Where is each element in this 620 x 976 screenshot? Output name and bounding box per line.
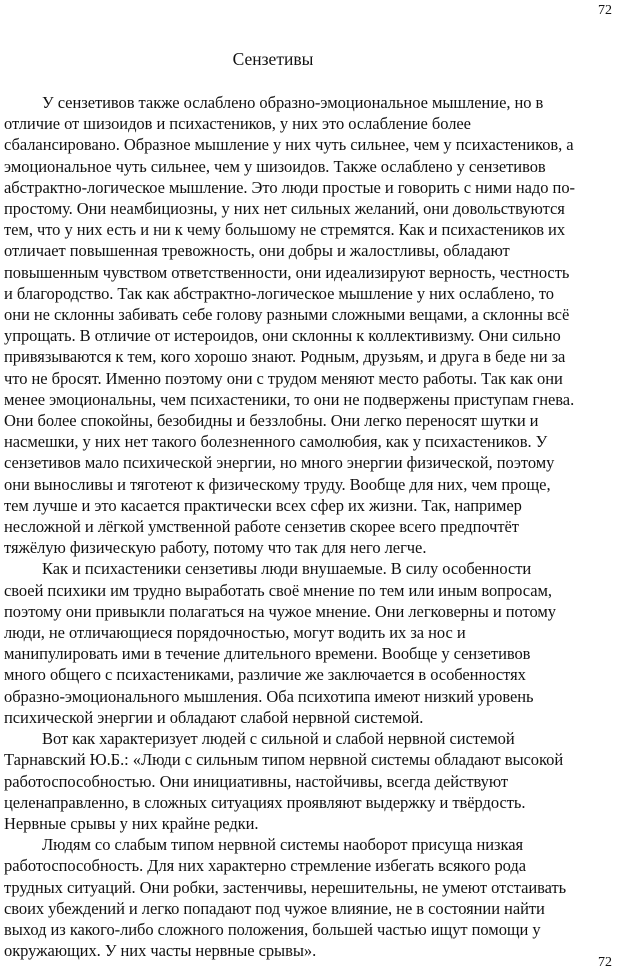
paragraph-2: Как и психастеники сензетивы люди внушаемые. В силу особенности своей психики им трудно выработать своё мнение по тем или иным вопросам, поэтому они привыкли полагаться на чужое мнение. Они легковерны и потому люди, не отличающиеся порядочностью, могут водить их за нос и манипулировать ими в течение длительного времени. Вообще у сензетивов много общего с психастениками, различие же заключается в особенностях образно-эмоционального мышления. Оба психотипа имеют низкий уровень психической энергии и обладают слабой нервной системой. <box>4 559 556 727</box>
paragraph-3: Вот как характеризует людей с сильной и слабой нервной системой Тарнавский Ю.Б.: «Люди с сильным типом нервной системы обладают высокой работоспособностью. Они инициативны, настойчивы, всегда действуют целенаправленно, в сложных ситуациях проявляют выдержку и твёрдость. Нервные срывы у них крайне редки. <box>4 729 564 833</box>
paragraph-4: Людям со слабым типом нервной системы наоборот присуща низкая работоспособность. Для них характерно стремление избегать всякого рода трудных ситуаций. Они робки, застенчивы, нерешительны, не умеют отстаивать своих убеждений и легко попадают под чужое влияние, не в состоянии найти выход из какого-либо сложного положения, большей частью ищут помощи у окружающих. У них часты нервные срывы». <box>4 835 567 961</box>
page-number-top: 72 <box>598 3 612 18</box>
body-text <box>4 92 612 961</box>
page-number-bottom: 72 <box>598 955 612 970</box>
paragraph-1: У сензетивов также ослаблено образно-эмоциональное мышление, но в отличие от шизоидов и психастеников, у них это ослабление более сбалансировано. Образное мышление у них чуть сильнее, чем у психастеников, а эмоциональное чуть сильнее, чем у шизоидов. Также ослаблено у сензетивов абстрактно-логическое мышление. Это люди простые и говорить с ними надо по- простому. Они неамбициозны, у них нет сильных желаний, они довольствуются тем, что у них есть и ни к чему большому не стремятся. Как и психастеников их отличает повышенная тревожность, они добры и жалостливы, обладают повышенным чувством ответственности, они идеализируют верность, честность и благородство. Так как абстрактно-логическое мышление у них ослаблено, то они не склонны забивать себе голову разными сложными вещами, а склонны всё упрощать. В отличие от истероидов, они склонны к коллективизму. Они сильно привязываются к тем, кого хорошо знают. Родным, друзьям, и друга в беде ни за что не бросят. Именно поэтому они с трудом меняют место работы. Так как они менее эмоциональны, чем психастеники, то они не подвержены приступам гнева. Они более спокойны, безобидны и беззлобны. Они легко переносят шутки и насмешки, у них нет такого болезненного самолюбия, как у психастеников. У сензетивов мало психической энергии, но много энергии физической, поэтому они выносливы и тяготеют к физическому труду. Вообще для них, чем проще, тем лучше и это касается практически всех сфер их жизни. Так, например несложной и лёгкой умственной работе сензетив скорее всего предпочтёт тяжёлую физическую работу, потому что так для него легче. <box>4 93 575 558</box>
section-title: Сензетивы <box>232 49 314 69</box>
